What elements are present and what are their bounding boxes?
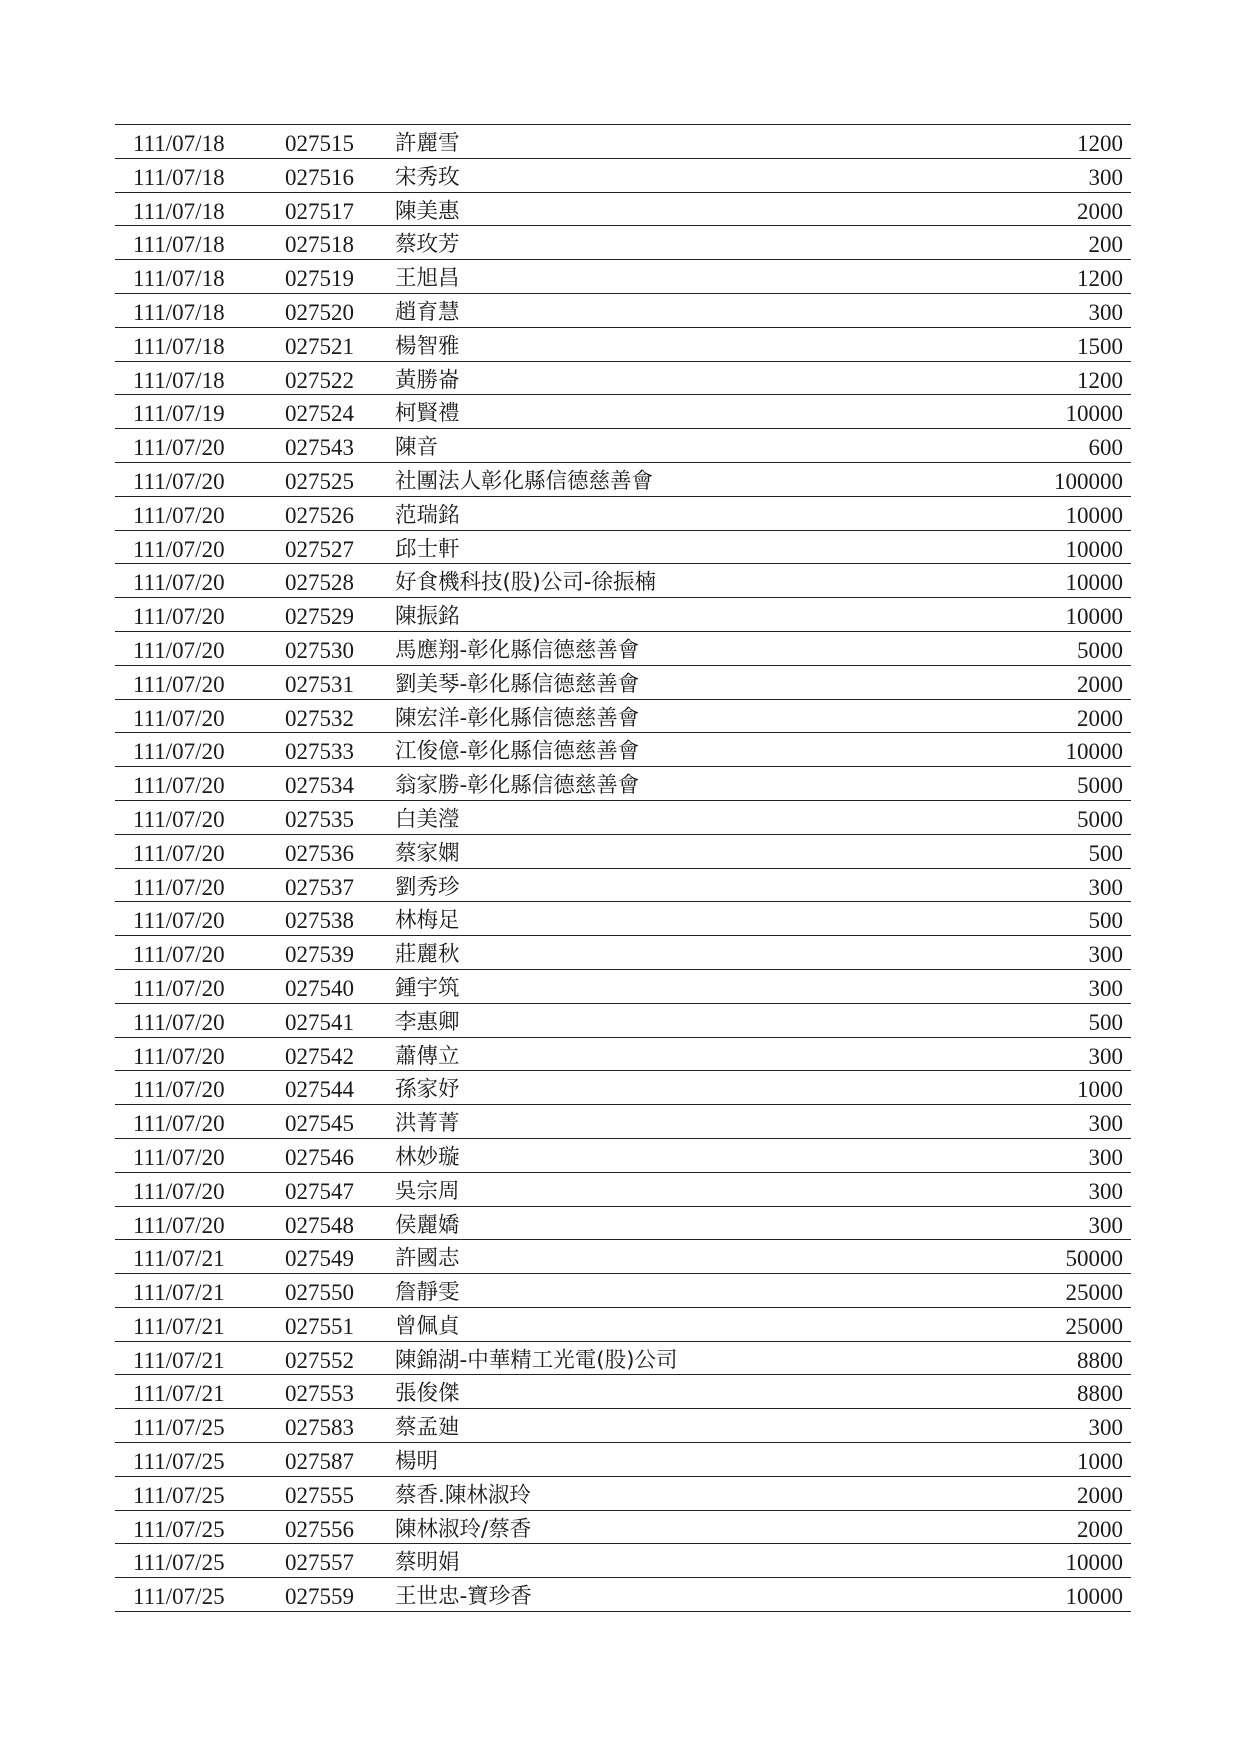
- row-donor-name: 侯麗嬌: [395, 1212, 460, 1238]
- row-donor-name: 蔡玫芳: [395, 232, 460, 258]
- row-amount: 10000: [1065, 536, 1123, 562]
- row-date: 111/07/21: [133, 1280, 225, 1306]
- row-donor-name: 王旭昌: [395, 266, 460, 292]
- table-row: [115, 936, 1131, 970]
- row-receipt-number: 027524: [285, 401, 354, 427]
- table-row: [115, 700, 1131, 734]
- row-receipt-number: 027555: [285, 1482, 354, 1508]
- row-amount: 2000: [1077, 671, 1123, 697]
- table-row: [115, 801, 1131, 835]
- row-donor-name: 陳林淑玲/蔡香: [395, 1516, 532, 1542]
- row-donor-name: 陳錦湖-中華精工光電(股)公司: [395, 1347, 678, 1373]
- row-amount: 25000: [1065, 1313, 1123, 1339]
- table-row: [115, 1443, 1131, 1477]
- row-receipt-number: 027559: [285, 1584, 354, 1610]
- row-receipt-number: 027520: [285, 299, 354, 325]
- row-amount: 300: [1088, 299, 1123, 325]
- row-amount: 1500: [1077, 333, 1123, 359]
- row-donor-name: 許麗雪: [395, 131, 460, 156]
- row-amount: 1200: [1077, 131, 1123, 156]
- table-row: [115, 970, 1131, 1004]
- row-amount: 300: [1088, 1415, 1123, 1441]
- row-receipt-number: 027517: [285, 198, 354, 224]
- row-receipt-number: 027548: [285, 1212, 354, 1238]
- table-row: [115, 1511, 1131, 1545]
- row-date: 111/07/20: [133, 1009, 225, 1035]
- row-amount: 5000: [1077, 806, 1123, 832]
- table-row: [115, 260, 1131, 294]
- row-donor-name: 江俊億-彰化縣信德慈善會: [395, 739, 640, 765]
- row-date: 111/07/20: [133, 1178, 225, 1204]
- row-date: 111/07/25: [133, 1482, 225, 1508]
- row-receipt-number: 027516: [285, 164, 354, 190]
- row-donor-name: 馬應翔-彰化縣信德慈善會: [395, 637, 640, 663]
- row-date: 111/07/20: [133, 942, 225, 968]
- row-date: 111/07/18: [133, 333, 225, 359]
- row-receipt-number: 027528: [285, 570, 354, 596]
- row-donor-name: 陳美惠: [395, 198, 460, 224]
- row-receipt-number: 027539: [285, 942, 354, 968]
- row-donor-name: 蔡孟廸: [395, 1415, 460, 1441]
- table-row: [115, 869, 1131, 903]
- row-receipt-number: 027525: [285, 468, 354, 494]
- row-receipt-number: 027553: [285, 1381, 354, 1407]
- row-amount: 200: [1088, 232, 1123, 258]
- row-receipt-number: 027543: [285, 435, 354, 461]
- row-donor-name: 黃勝崙: [395, 367, 460, 393]
- row-receipt-number: 027529: [285, 604, 354, 630]
- row-receipt-number: 027556: [285, 1516, 354, 1542]
- row-date: 111/07/20: [133, 1077, 225, 1103]
- row-date: 111/07/20: [133, 773, 225, 799]
- table-row: [115, 1409, 1131, 1443]
- row-donor-name: 曾佩貞: [395, 1313, 460, 1339]
- table-row: [115, 564, 1131, 598]
- row-receipt-number: 027526: [285, 502, 354, 528]
- table-row: [115, 429, 1131, 463]
- row-donor-name: 好食機科技(股)公司-徐振楠: [395, 570, 657, 596]
- row-receipt-number: 027542: [285, 1043, 354, 1069]
- row-donor-name: 宋秀玫: [395, 164, 460, 190]
- table-row: [115, 598, 1131, 632]
- row-donor-name: 蔡家嫻: [395, 840, 460, 866]
- row-date: 111/07/20: [133, 536, 225, 562]
- row-donor-name: 林梅足: [395, 908, 460, 934]
- row-donor-name: 詹靜雯: [395, 1280, 460, 1306]
- row-date: 111/07/18: [133, 367, 225, 393]
- row-date: 111/07/25: [133, 1550, 225, 1576]
- row-date: 111/07/20: [133, 570, 225, 596]
- row-date: 111/07/20: [133, 502, 225, 528]
- row-donor-name: 楊智雅: [395, 333, 460, 359]
- row-donor-name: 趙育慧: [395, 299, 460, 325]
- row-donor-name: 楊明: [395, 1449, 439, 1475]
- row-amount: 100000: [1054, 468, 1123, 494]
- row-receipt-number: 027547: [285, 1178, 354, 1204]
- table-row: [115, 328, 1131, 362]
- table-row: [115, 395, 1131, 429]
- row-date: 111/07/20: [133, 604, 225, 630]
- table-row: [115, 767, 1131, 801]
- row-amount: 300: [1088, 874, 1123, 900]
- row-receipt-number: 027518: [285, 232, 354, 258]
- row-date: 111/07/20: [133, 1212, 225, 1238]
- row-receipt-number: 027552: [285, 1347, 354, 1373]
- row-donor-name: 劉秀珍: [395, 874, 460, 900]
- row-date: 111/07/20: [133, 671, 225, 697]
- table-row: [115, 1578, 1131, 1612]
- row-date: 111/07/25: [133, 1584, 225, 1610]
- row-date: 111/07/25: [133, 1449, 225, 1475]
- row-receipt-number: 027534: [285, 773, 354, 799]
- row-receipt-number: 027546: [285, 1144, 354, 1170]
- table-row: [115, 1105, 1131, 1139]
- row-amount: 300: [1088, 1212, 1123, 1238]
- row-amount: 300: [1088, 942, 1123, 968]
- row-date: 111/07/20: [133, 1043, 225, 1069]
- row-amount: 5000: [1077, 637, 1123, 663]
- row-amount: 500: [1088, 840, 1123, 866]
- table-row: [115, 362, 1131, 396]
- row-date: 111/07/18: [133, 232, 225, 258]
- row-receipt-number: 027532: [285, 705, 354, 731]
- row-amount: 2000: [1077, 198, 1123, 224]
- table-row: [115, 226, 1131, 260]
- row-receipt-number: 027557: [285, 1550, 354, 1576]
- row-receipt-number: 027522: [285, 367, 354, 393]
- row-amount: 2000: [1077, 1482, 1123, 1508]
- row-amount: 2000: [1077, 705, 1123, 731]
- row-amount: 300: [1088, 1144, 1123, 1170]
- row-receipt-number: 027527: [285, 536, 354, 562]
- table-row: [115, 1274, 1131, 1308]
- table-row: [115, 1139, 1131, 1173]
- row-donor-name: 洪菁菁: [395, 1111, 460, 1137]
- row-amount: 300: [1088, 1043, 1123, 1069]
- row-amount: 1000: [1077, 1449, 1123, 1475]
- row-date: 111/07/20: [133, 874, 225, 900]
- row-receipt-number: 027540: [285, 975, 354, 1001]
- row-amount: 300: [1088, 975, 1123, 1001]
- row-receipt-number: 027533: [285, 739, 354, 765]
- row-amount: 1000: [1077, 1077, 1123, 1103]
- row-date: 111/07/20: [133, 908, 225, 934]
- row-date: 111/07/25: [133, 1516, 225, 1542]
- row-date: 111/07/18: [133, 299, 225, 325]
- row-receipt-number: 027519: [285, 266, 354, 292]
- row-receipt-number: 027541: [285, 1009, 354, 1035]
- row-donor-name: 翁家勝-彰化縣信德慈善會: [395, 773, 640, 799]
- row-date: 111/07/18: [133, 164, 225, 190]
- row-date: 111/07/19: [133, 401, 225, 427]
- row-donor-name: 柯賢禮: [395, 401, 460, 427]
- row-date: 111/07/20: [133, 435, 225, 461]
- row-amount: 300: [1088, 164, 1123, 190]
- row-receipt-number: 027515: [285, 131, 354, 156]
- row-date: 111/07/20: [133, 1144, 225, 1170]
- row-amount: 10000: [1065, 401, 1123, 427]
- row-amount: 2000: [1077, 1516, 1123, 1542]
- row-donor-name: 李惠卿: [395, 1009, 460, 1035]
- row-donor-name: 陳振銘: [395, 604, 460, 630]
- row-donor-name: 鍾宇筑: [395, 975, 460, 1001]
- table-row: [115, 531, 1131, 565]
- row-date: 111/07/20: [133, 1111, 225, 1137]
- row-date: 111/07/18: [133, 131, 225, 156]
- row-receipt-number: 027530: [285, 637, 354, 663]
- row-amount: 500: [1088, 1009, 1123, 1035]
- row-amount: 8800: [1077, 1381, 1123, 1407]
- row-donor-name: 蔡明娟: [395, 1550, 460, 1576]
- row-donor-name: 蕭傳立: [395, 1043, 460, 1069]
- row-amount: 10000: [1065, 739, 1123, 765]
- row-donor-name: 林妙璇: [395, 1144, 460, 1170]
- row-date: 111/07/21: [133, 1347, 225, 1373]
- row-amount: 600: [1088, 435, 1123, 461]
- row-receipt-number: 027545: [285, 1111, 354, 1137]
- row-receipt-number: 027549: [285, 1246, 354, 1272]
- row-date: 111/07/20: [133, 975, 225, 1001]
- row-date: 111/07/21: [133, 1313, 225, 1339]
- row-date: 111/07/20: [133, 806, 225, 832]
- row-date: 111/07/20: [133, 637, 225, 663]
- row-receipt-number: 027583: [285, 1415, 354, 1441]
- row-donor-name: 邱士軒: [395, 536, 460, 562]
- row-donor-name: 孫家妤: [395, 1077, 460, 1103]
- table-row: [115, 463, 1131, 497]
- row-amount: 10000: [1065, 604, 1123, 630]
- table-row: [115, 125, 1131, 159]
- table-row: [115, 1071, 1131, 1105]
- row-donor-name: 陳宏洋-彰化縣信德慈善會: [395, 705, 640, 731]
- row-date: 111/07/25: [133, 1415, 225, 1441]
- table-row: [115, 1544, 1131, 1578]
- table-row: [115, 294, 1131, 328]
- table-row: [115, 1207, 1131, 1241]
- row-donor-name: 王世忠-寶珍香: [395, 1584, 532, 1610]
- row-date: 111/07/20: [133, 739, 225, 765]
- table-row: [115, 632, 1131, 666]
- row-donor-name: 許國志: [395, 1246, 460, 1272]
- table-row: [115, 835, 1131, 869]
- row-amount: 300: [1088, 1111, 1123, 1137]
- row-donor-name: 范瑞銘: [395, 502, 460, 528]
- table-row: [115, 1173, 1131, 1207]
- row-donor-name: 劉美琴-彰化縣信德慈善會: [395, 671, 640, 697]
- row-receipt-number: 027535: [285, 806, 354, 832]
- row-receipt-number: 027550: [285, 1280, 354, 1306]
- row-amount: 25000: [1065, 1280, 1123, 1306]
- row-amount: 300: [1088, 1178, 1123, 1204]
- row-date: 111/07/18: [133, 198, 225, 224]
- row-donor-name: 蔡香.陳林淑玲: [395, 1482, 531, 1508]
- row-receipt-number: 027587: [285, 1449, 354, 1475]
- row-receipt-number: 027538: [285, 908, 354, 934]
- table-row: [115, 1375, 1131, 1409]
- donation-ledger-table: [115, 124, 1131, 1612]
- row-amount: 1200: [1077, 367, 1123, 393]
- row-donor-name: 張俊傑: [395, 1381, 460, 1407]
- table-row: [115, 733, 1131, 767]
- row-amount: 500: [1088, 908, 1123, 934]
- row-receipt-number: 027551: [285, 1313, 354, 1339]
- row-amount: 50000: [1065, 1246, 1123, 1272]
- row-donor-name: 白美瀅: [395, 806, 460, 832]
- table-row: [115, 666, 1131, 700]
- row-amount: 10000: [1065, 1550, 1123, 1576]
- table-row: [115, 1038, 1131, 1072]
- row-amount: 1200: [1077, 266, 1123, 292]
- table-row: [115, 193, 1131, 227]
- table-row: [115, 1308, 1131, 1342]
- table-row: [115, 902, 1131, 936]
- table-row: [115, 159, 1131, 193]
- row-amount: 10000: [1065, 502, 1123, 528]
- row-date: 111/07/20: [133, 468, 225, 494]
- row-date: 111/07/20: [133, 840, 225, 866]
- row-date: 111/07/21: [133, 1246, 225, 1272]
- row-amount: 8800: [1077, 1347, 1123, 1373]
- table-row: [115, 1342, 1131, 1376]
- row-date: 111/07/18: [133, 266, 225, 292]
- row-receipt-number: 027521: [285, 333, 354, 359]
- row-amount: 10000: [1065, 1584, 1123, 1610]
- row-donor-name: 社團法人彰化縣信德慈善會: [395, 468, 654, 494]
- row-amount: 5000: [1077, 773, 1123, 799]
- row-donor-name: 莊麗秋: [395, 942, 460, 968]
- row-receipt-number: 027531: [285, 671, 354, 697]
- row-donor-name: 吳宗周: [395, 1178, 460, 1204]
- row-date: 111/07/20: [133, 705, 225, 731]
- row-donor-name: 陳音: [395, 435, 439, 461]
- row-receipt-number: 027537: [285, 874, 354, 900]
- table-row: [115, 1004, 1131, 1038]
- table-row: [115, 497, 1131, 531]
- table-row: [115, 1477, 1131, 1511]
- row-receipt-number: 027544: [285, 1077, 354, 1103]
- row-receipt-number: 027536: [285, 840, 354, 866]
- row-date: 111/07/21: [133, 1381, 225, 1407]
- row-amount: 10000: [1065, 570, 1123, 596]
- table-row: [115, 1240, 1131, 1274]
